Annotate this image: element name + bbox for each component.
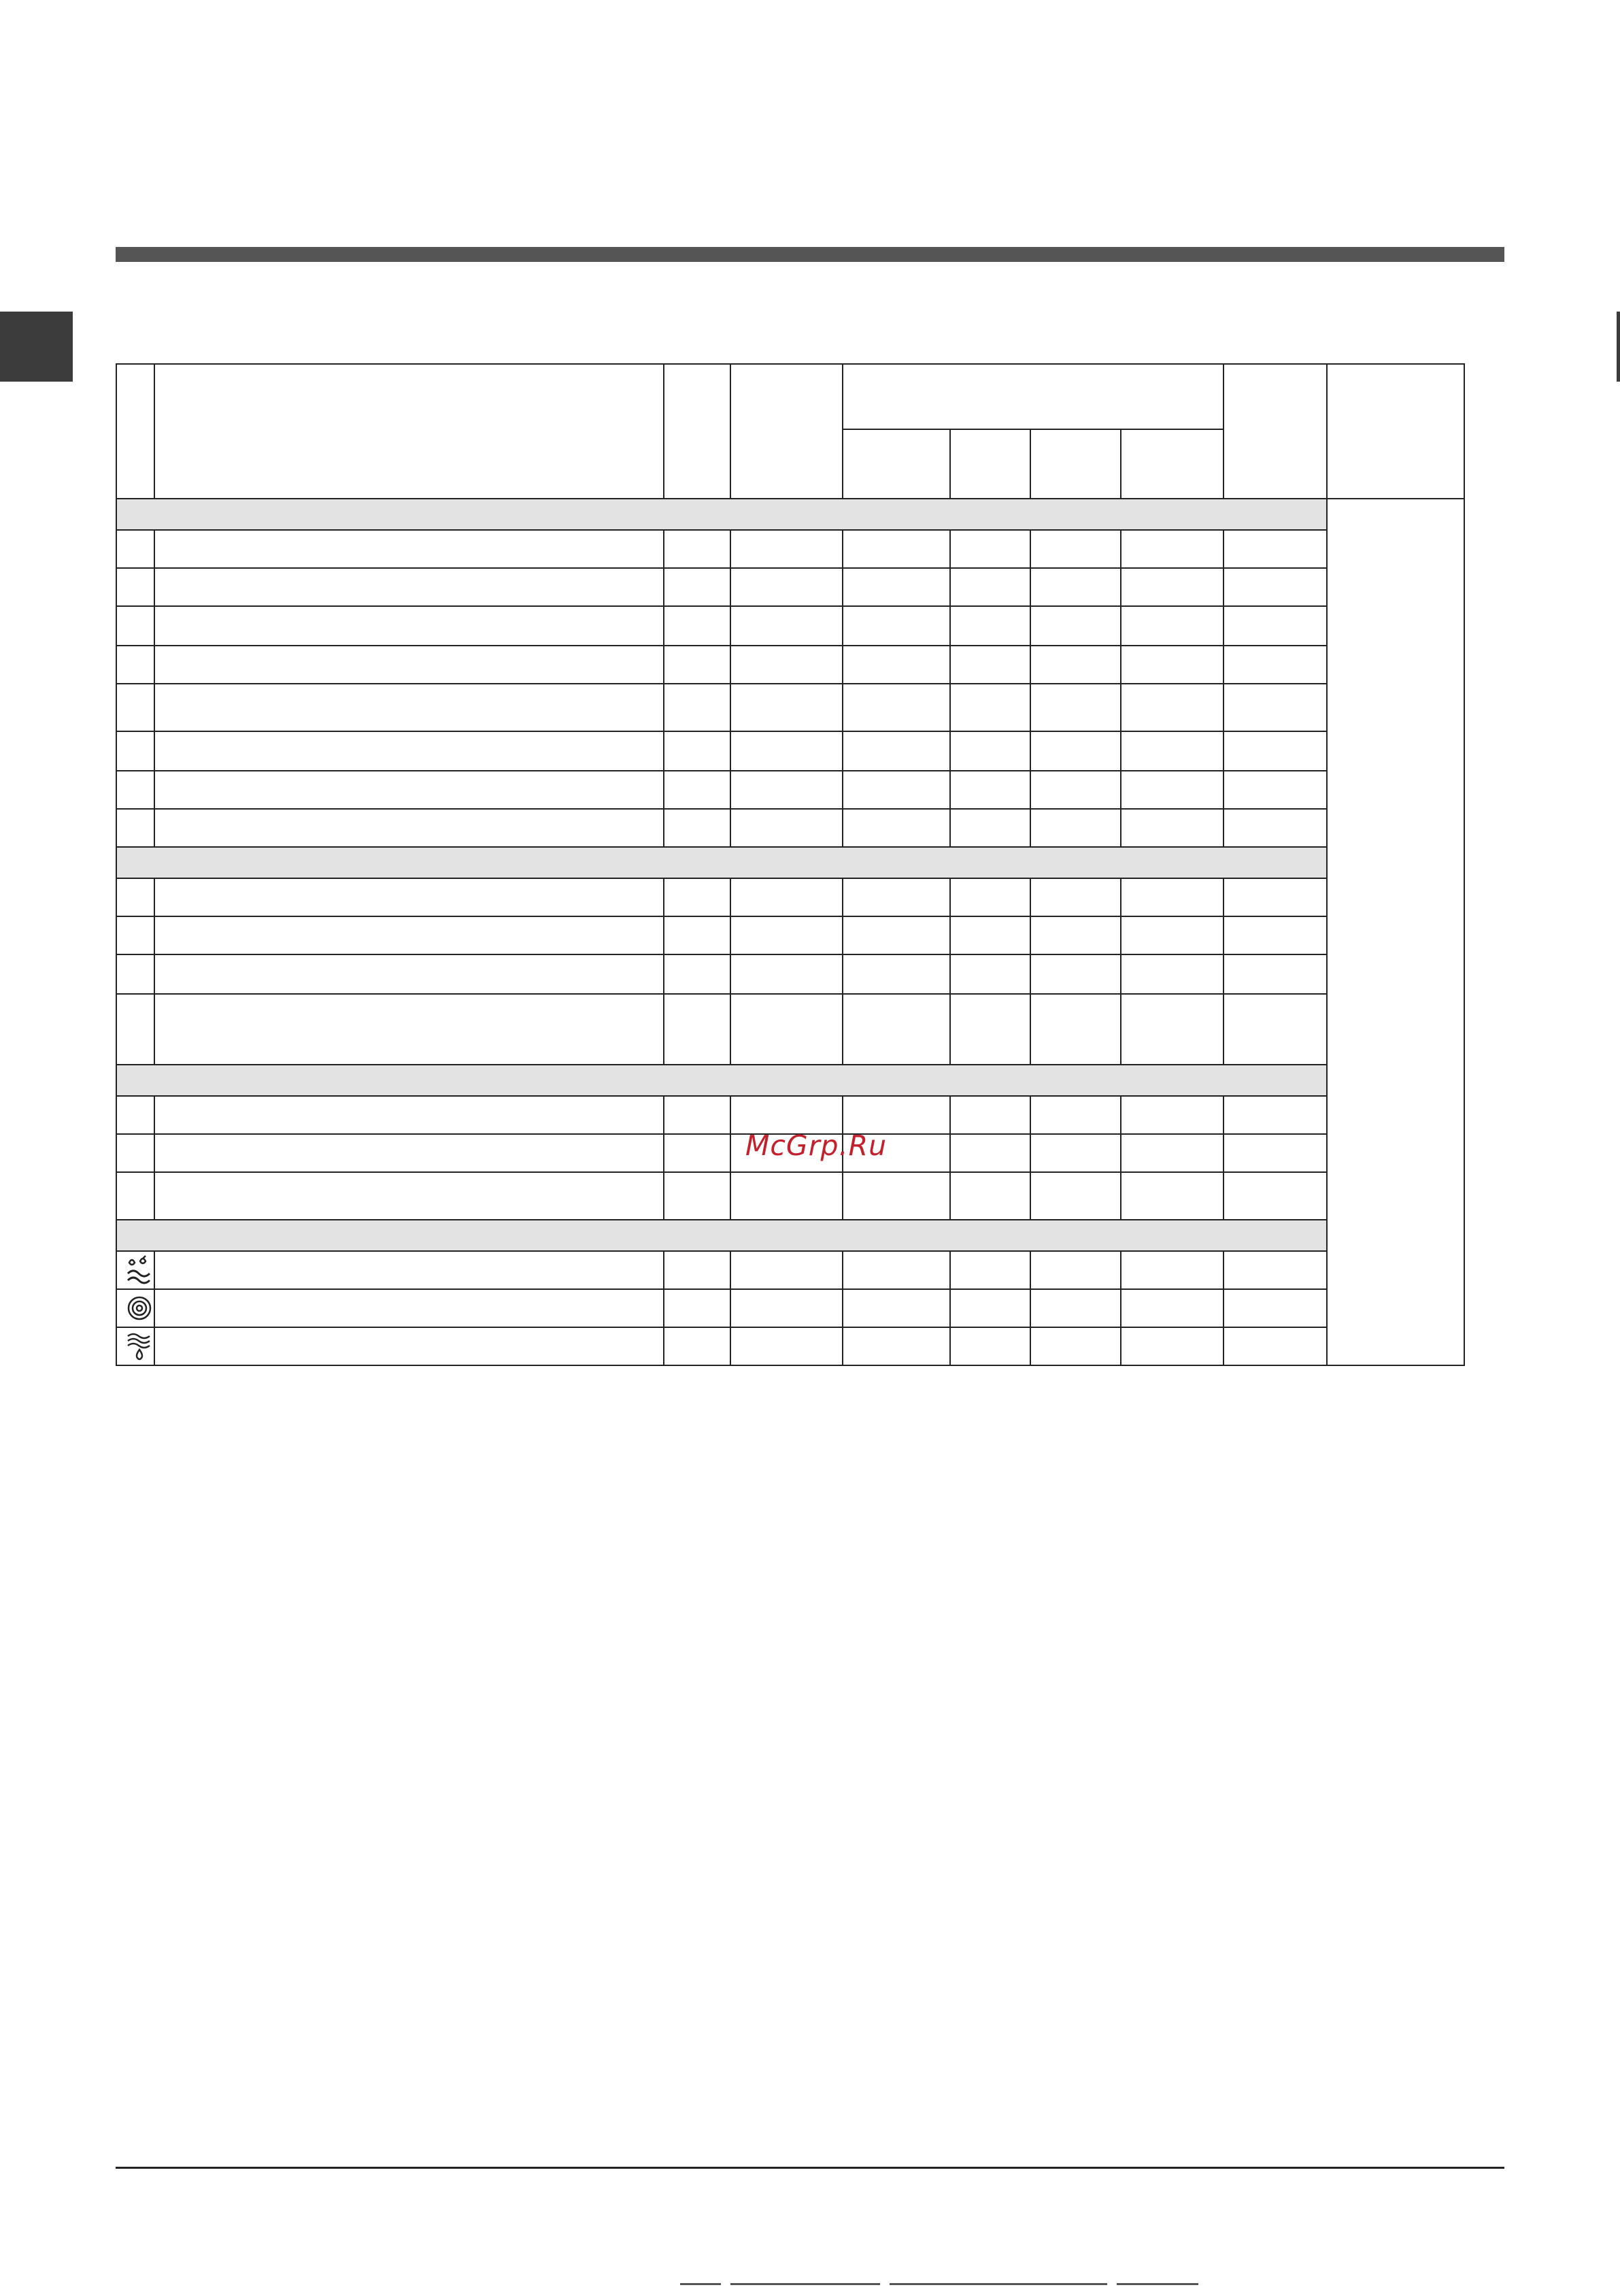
table-cell <box>949 1095 1031 1135</box>
table-cell <box>154 770 664 810</box>
table-cell <box>730 916 843 955</box>
table-cell <box>842 645 951 684</box>
table-cell <box>1120 731 1224 771</box>
table-cell <box>154 1133 664 1173</box>
table-cell <box>1030 567 1121 607</box>
header-rule <box>116 247 1504 262</box>
header-cell-detergents <box>842 363 1224 430</box>
table-cell <box>116 808 155 848</box>
table-cell <box>842 954 951 995</box>
table-cell <box>663 878 731 917</box>
table-cell <box>663 954 731 995</box>
table-cell <box>116 954 155 995</box>
table-cell <box>842 808 951 848</box>
table-cell <box>1030 1171 1121 1220</box>
table-cell <box>730 770 843 810</box>
table-cell <box>842 916 951 955</box>
table-cell <box>154 1327 664 1366</box>
table-cell <box>116 916 155 955</box>
table-cell <box>730 605 843 646</box>
table-cell <box>663 916 731 955</box>
table-cell <box>842 1327 951 1366</box>
table-cell <box>949 605 1031 646</box>
table-cell <box>154 1250 664 1290</box>
table-cell <box>1223 645 1328 684</box>
table-cell <box>154 954 664 995</box>
table-cell <box>949 645 1031 684</box>
table-cell <box>730 1327 843 1366</box>
table-cell <box>949 916 1031 955</box>
table-cell <box>154 993 664 1065</box>
table-cell <box>1120 683 1224 732</box>
table-cell <box>949 1171 1031 1220</box>
table-cell <box>1223 1171 1328 1220</box>
table-cell <box>1120 529 1224 569</box>
table-cell <box>1030 731 1121 771</box>
table-cell <box>949 954 1031 995</box>
table-cell <box>1030 770 1121 810</box>
table-cell <box>1030 1095 1121 1135</box>
table-cell <box>154 731 664 771</box>
table-cell <box>1120 1133 1224 1173</box>
table-cell <box>663 1327 731 1366</box>
header-cell-duration <box>1326 363 1465 499</box>
table-cell <box>663 1250 731 1290</box>
table-cell <box>663 731 731 771</box>
table-cell <box>949 878 1031 917</box>
table-cell <box>1223 1133 1328 1173</box>
table-cell <box>730 808 843 848</box>
section-band-4 <box>116 1219 1328 1252</box>
table-cell <box>154 916 664 955</box>
table-cell <box>1120 1327 1224 1366</box>
watermark-text[interactable]: McGrp.Ru <box>745 1129 888 1162</box>
table-cell <box>730 1288 843 1328</box>
table-cell <box>1223 808 1328 848</box>
table-cell <box>949 770 1031 810</box>
header-cell-sub-4 <box>1120 429 1224 499</box>
table-cell <box>663 1171 731 1220</box>
table-cell <box>949 993 1031 1065</box>
header-cell-spin <box>730 363 843 499</box>
table-cell <box>154 1095 664 1135</box>
table-cell <box>1120 770 1224 810</box>
table-cell <box>1120 567 1224 607</box>
table-cell <box>116 993 155 1065</box>
table-cell <box>1120 954 1224 995</box>
table-cell <box>1030 1327 1121 1366</box>
table-cell <box>663 770 731 810</box>
table-cell <box>949 567 1031 607</box>
table-cell <box>1223 683 1328 732</box>
header-cell-sub-2 <box>949 429 1031 499</box>
table-cell <box>730 993 843 1065</box>
section-band-1 <box>116 498 1328 531</box>
table-cell <box>730 954 843 995</box>
table-cell <box>842 1288 951 1328</box>
table-cell <box>1030 1133 1121 1173</box>
table-cell <box>154 1171 664 1220</box>
waves-drop-icon <box>122 1329 156 1363</box>
table-cell <box>1120 1095 1224 1135</box>
table-cell <box>1223 770 1328 810</box>
table-cell <box>730 731 843 771</box>
table-cell <box>1120 993 1224 1065</box>
table-cell <box>1030 645 1121 684</box>
table-cell <box>1120 1250 1224 1290</box>
table-cell <box>1030 1250 1121 1290</box>
duration-merged-cell <box>1326 498 1465 1366</box>
header-cell-number <box>116 363 155 499</box>
table-cell <box>842 605 951 646</box>
table-cell <box>663 605 731 646</box>
table-cell <box>1030 993 1121 1065</box>
table-cell <box>663 567 731 607</box>
table-cell <box>842 993 951 1065</box>
table-cell <box>949 529 1031 569</box>
header-cell-temperature <box>663 363 731 499</box>
table-cell <box>116 878 155 917</box>
table-cell <box>949 1133 1031 1173</box>
table-cell <box>154 878 664 917</box>
table-cell <box>116 1095 155 1135</box>
table-cell <box>1030 529 1121 569</box>
table-cell <box>1223 916 1328 955</box>
table-cell <box>842 770 951 810</box>
table-cell <box>842 731 951 771</box>
table-cell <box>116 1133 155 1173</box>
table-cell <box>1223 529 1328 569</box>
table-cell <box>730 567 843 607</box>
table-cell <box>154 605 664 646</box>
chapter-tab <box>0 312 73 382</box>
table-cell <box>730 1171 843 1220</box>
table-cell <box>663 1133 731 1173</box>
table-cell <box>154 645 664 684</box>
table-cell <box>1223 1288 1328 1328</box>
header-cell-sub-1 <box>842 429 951 499</box>
table-cell <box>949 1288 1031 1328</box>
table-cell <box>730 683 843 732</box>
table-cell <box>116 731 155 771</box>
table-cell <box>663 1095 731 1135</box>
table-cell <box>663 529 731 569</box>
table-cell <box>1223 1095 1328 1135</box>
table-cell <box>154 808 664 848</box>
table-cell <box>1223 731 1328 771</box>
table-cell <box>730 529 843 569</box>
table-cell <box>116 770 155 810</box>
table-cell <box>116 1171 155 1220</box>
table-cell <box>663 808 731 848</box>
table-cell <box>1120 605 1224 646</box>
table-cell <box>1030 1288 1121 1328</box>
table-cell <box>730 1250 843 1290</box>
table-cell <box>116 567 155 607</box>
table-cell <box>842 683 951 732</box>
table-cell <box>1223 878 1328 917</box>
header-cell-description <box>154 363 664 499</box>
table-cell <box>116 683 155 732</box>
table-cell <box>1223 1250 1328 1290</box>
table-cell <box>663 683 731 732</box>
spiral-icon <box>122 1291 156 1325</box>
table-cell <box>1030 954 1121 995</box>
table-cell <box>1030 878 1121 917</box>
table-cell <box>1030 683 1121 732</box>
table-cell <box>1223 605 1328 646</box>
table-cell <box>842 567 951 607</box>
footer-crop-marks <box>680 2283 1265 2292</box>
table-cell <box>663 1288 731 1328</box>
header-cell-sub-3 <box>1030 429 1121 499</box>
table-cell <box>1120 878 1224 917</box>
table-cell <box>154 683 664 732</box>
table-cell <box>1223 1327 1328 1366</box>
edge-mark <box>1617 312 1620 382</box>
table-cell <box>1030 808 1121 848</box>
section-band-3 <box>116 1064 1328 1097</box>
table-cell <box>116 645 155 684</box>
table-cell <box>663 645 731 684</box>
table-cell <box>949 731 1031 771</box>
table-cell <box>842 1171 951 1220</box>
table-cell <box>1120 1288 1224 1328</box>
drops-wave-icon <box>122 1253 156 1287</box>
table-cell <box>1120 916 1224 955</box>
table-cell <box>949 1250 1031 1290</box>
footer-rule <box>116 2167 1504 2169</box>
table-cell <box>116 529 155 569</box>
table-cell <box>1120 808 1224 848</box>
table-cell <box>1223 954 1328 995</box>
header-cell-max-load <box>1223 363 1328 499</box>
table-cell <box>154 567 664 607</box>
table-cell <box>116 605 155 646</box>
table-cell <box>842 878 951 917</box>
table-cell <box>663 993 731 1065</box>
table-cell <box>1223 993 1328 1065</box>
table-cell <box>1030 916 1121 955</box>
table-cell <box>1120 645 1224 684</box>
table-cell <box>949 683 1031 732</box>
table-cell <box>1223 567 1328 607</box>
table-cell <box>1120 1171 1224 1220</box>
table-cell <box>842 1250 951 1290</box>
table-cell <box>154 529 664 569</box>
table-cell <box>949 1327 1031 1366</box>
table-cell <box>730 878 843 917</box>
table-cell <box>154 1288 664 1328</box>
table-cell <box>842 529 951 569</box>
table-cell <box>1030 605 1121 646</box>
table-cell <box>730 645 843 684</box>
section-band-2 <box>116 846 1328 879</box>
table-cell <box>949 808 1031 848</box>
